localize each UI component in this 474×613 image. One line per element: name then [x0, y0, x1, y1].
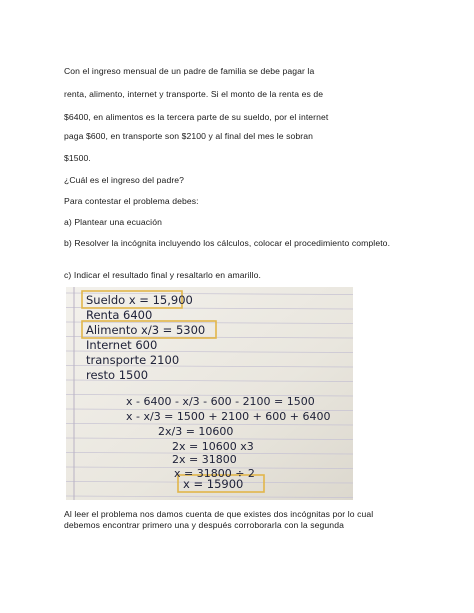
hw-alimento: Alimento x/3 = 5300	[86, 323, 206, 337]
hw-final-result: x = 15900	[183, 477, 244, 491]
hw-equation-3: 2x/3 = 10600	[158, 425, 234, 438]
hw-renta: Renta 6400	[86, 308, 153, 322]
problem-line-3: $6400, en alimentos es la tercera parte de su sueldo, por el internet	[64, 112, 329, 122]
hw-equation-1: x - 6400 - x/3 - 600 - 2100 = 1500	[126, 395, 315, 408]
hw-equation-5: 2x = 31800	[172, 453, 237, 466]
handwritten-solution-photo	[66, 287, 353, 500]
problem-line-2: renta, alimento, internet y transporte. Si el monto de la renta es de	[64, 89, 324, 99]
hw-sueldo: Sueldo x = 15,900	[86, 293, 193, 307]
step-a: a) Plantear una ecuación	[64, 217, 162, 227]
closing-line-2: debemos encontrar primero una y después corroborarla con la segunda	[64, 520, 344, 530]
closing-line-1: Al leer el problema nos damos cuenta de que existes dos incógnitas por lo cual	[64, 509, 374, 519]
problem-line-4: paga $600, en transporte son $2100 y al final del mes le sobran	[64, 131, 313, 141]
hw-internet: Internet 600	[86, 338, 158, 352]
hw-equation-4: 2x = 10600 x3	[172, 440, 254, 453]
hw-equation-6: x = 31800 ÷ 2	[174, 467, 255, 480]
question: ¿Cuál es el ingreso del padre?	[64, 175, 185, 185]
hw-equation-2: x - x/3 = 1500 + 2100 + 600 + 6400	[126, 410, 331, 423]
problem-line-1: Con el ingreso mensual de un padre de familia se debe pagar la	[64, 66, 315, 76]
step-c: c) Indicar el resultado final y resaltarlo en amarillo.	[64, 270, 262, 280]
hw-transporte: transporte 2100	[86, 353, 180, 367]
hw-resto: resto 1500	[86, 368, 149, 382]
step-b: b) Resolver la incógnita incluyendo los cálculos, colocar el procedimiento completo.	[64, 238, 391, 248]
notebook-page	[66, 287, 353, 500]
problem-line-5: $1500.	[64, 153, 91, 163]
instructions-intro: Para contestar el problema debes:	[64, 196, 199, 206]
